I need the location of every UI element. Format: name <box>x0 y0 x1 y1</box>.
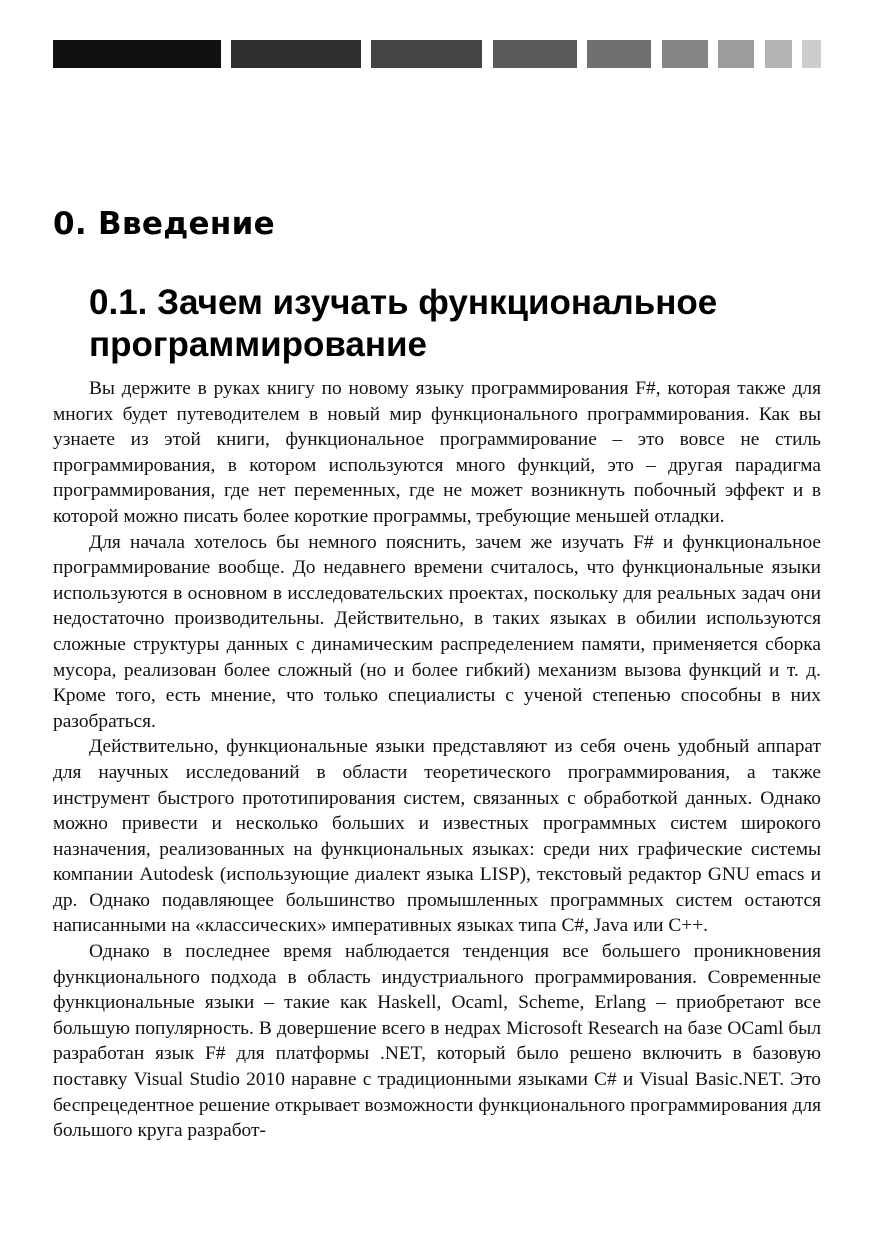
body-text <box>53 376 821 1144</box>
section-title: 0.1. Зачем изучать функциональное программирование <box>89 283 718 364</box>
decor-segment-4 <box>493 40 577 68</box>
decor-segment-6 <box>662 40 708 68</box>
paragraph-2: Для начала хотелось бы немного пояснить, зачем же изучать F# и функциональное программирование вообще. До недавнего времени считалось, что функциональные языки используются в основном в исследовательских проектах, поскольку для реальных задач они недостаточно производительны. Действительно, в таких языках в обилии используются сложные структуры данных с динамическим распределением памяти, применяется сборка мусора, реализован более сложный (но и более гибкий) механизм вызова функций и т. д. Кроме того, есть мнение, что только специалисты с ученой степенью способны в них разобраться. <box>53 531 821 732</box>
decor-segment-3 <box>371 40 482 68</box>
decor-segment-2 <box>231 40 361 68</box>
paragraph-3: Действительно, функциональные языки представляют из себя очень удобный аппарат для научных исследований в области теоретического программирования, а также инструмент быстрого прототипирования систем, связанных с обработкой данных. Однако можно привести и несколько больших и известных программных систем широкого назначения, реализованных на функциональных языках: среди них графические системы компании Autodesk (использующие диалект языка LISP), текстовый редактор GNU emacs и др. Однако подавляющее большинство промышленных программных систем остаются написанными на «классических» императивных языках типа C#, Java или C++. <box>53 736 821 937</box>
paragraph-4: Однако в последнее время наблюдается тенденция все большего проникновения функционального подхода в область индустриального программирования. Современные функциональные языки – такие как Haskell, Ocaml, Scheme, Erlang – приобретают все большую популярность. В довершение всего в недрах Microsoft Research на базе OCaml был разработан язык F# для платформы .NET, который было решено включить в базовую поставку Visual Studio 2010 наравне с традиционными языками C# и Visual Basic.NET. Это беспрецедентное решение открывает возможности функционального программирования для большого круга разработ- <box>53 941 821 1142</box>
header-decoration-bar <box>0 0 875 80</box>
decor-segment-7 <box>718 40 754 68</box>
chapter-title: 0. Введение <box>53 206 275 242</box>
decor-segment-5 <box>587 40 651 68</box>
paragraph-1: Вы держите в руках книгу по новому языку программирования F#, которая также для многих будет путеводителем в новый мир функционального программирования. Как вы узнаете из этой книги, функциональное программирование – это вовсе не стиль программирования, в котором используются много функций, это – другая парадигма программирования, где нет переменных, где не может возникнуть побочный эффект и в которой можно писать более короткие программы, требующие меньшей отладки. <box>53 378 821 527</box>
decor-segment-8 <box>765 40 792 68</box>
decor-segment-9 <box>802 40 821 68</box>
decor-segment-1 <box>53 40 221 68</box>
